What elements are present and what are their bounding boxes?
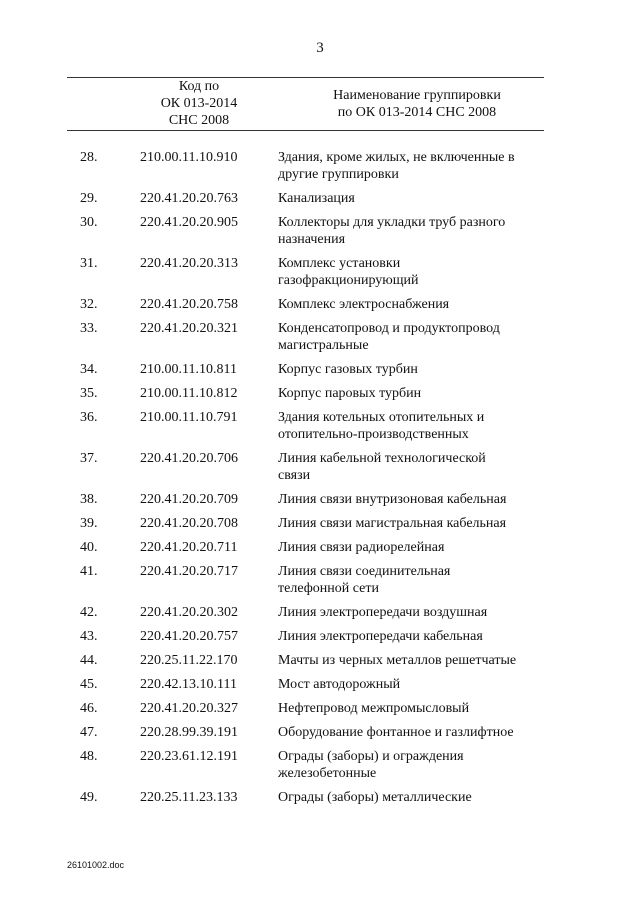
row-name-line: Линия связи внутризоновая кабельная: [278, 492, 507, 507]
row-number: 32.: [80, 297, 98, 312]
table-row: [0, 190, 640, 207]
page-number: 3: [316, 40, 324, 56]
table-row: [0, 563, 640, 597]
document-filename: 26101002.doc: [67, 860, 125, 870]
row-code: 220.41.20.20.905: [140, 215, 238, 230]
code-header-line: Код по: [178, 79, 220, 94]
row-code: 210.00.11.10.811: [140, 362, 237, 377]
row-number: 29.: [80, 191, 98, 206]
row-code: 220.25.11.22.170: [140, 653, 238, 668]
row-number: 46.: [80, 701, 98, 716]
row-code: 220.41.20.20.763: [140, 191, 238, 206]
row-number: 36.: [80, 410, 98, 425]
table-row: [0, 789, 640, 806]
row-code: 220.41.20.20.709: [140, 492, 238, 507]
row-code: 220.41.20.20.708: [140, 516, 238, 531]
row-number: 33.: [80, 321, 98, 336]
row-name-line: Комплекс установки: [278, 256, 401, 271]
row-number: 37.: [80, 451, 98, 466]
row-number: 31.: [80, 256, 98, 271]
table-row: [0, 515, 640, 532]
row-number: 41.: [80, 564, 98, 579]
table-header: [67, 78, 544, 130]
row-code: 220.41.20.20.321: [140, 321, 238, 336]
row-name-line: Линия электропередачи кабельная: [278, 629, 483, 644]
table-row: [0, 149, 640, 183]
row-number: 42.: [80, 605, 98, 620]
row-name: [278, 676, 558, 693]
row-name: [278, 724, 558, 741]
row-code: 220.41.20.20.706: [140, 451, 238, 466]
table-row: [0, 748, 640, 782]
row-name: [278, 361, 558, 378]
row-name-line: Линия связи соединительная: [278, 564, 451, 579]
row-name: [278, 296, 558, 313]
row-name-line: назначения: [278, 232, 346, 247]
table-row: [0, 539, 640, 556]
table-row: [0, 214, 640, 248]
row-name-line: отопительно-производственных: [278, 427, 469, 442]
table-row: [0, 604, 640, 621]
row-number: 34.: [80, 362, 98, 377]
row-name-line: Ограды (заборы) и ограждения: [278, 749, 464, 764]
row-name: [278, 700, 558, 717]
row-name-line: Нефтепровод межпромысловый: [278, 701, 470, 716]
row-name-line: магистральные: [278, 338, 369, 353]
table-body: [0, 149, 640, 813]
row-number: 38.: [80, 492, 98, 507]
row-name-line: Корпус газовых турбин: [278, 362, 418, 377]
table-row: [0, 700, 640, 717]
table-row: [0, 491, 640, 508]
row-name-line: Линия кабельной технологической: [278, 451, 486, 466]
row-name-line: Здания котельных отопительных и: [278, 410, 485, 425]
table-row: [0, 255, 640, 289]
row-name-line: связи: [278, 468, 311, 483]
row-name-line: телефонной сети: [278, 581, 379, 596]
row-name-line: Ограды (заборы) металлические: [278, 790, 472, 805]
code-header-line: СНС 2008: [168, 113, 230, 128]
row-name: [278, 628, 558, 645]
row-name: [278, 149, 558, 183]
row-name: [278, 652, 558, 669]
row-number: 40.: [80, 540, 98, 555]
row-code: 220.28.99.39.191: [140, 725, 238, 740]
row-name-line: Конденсатопровод и продуктопровод: [278, 321, 500, 336]
table-row: [0, 320, 640, 354]
row-number: 43.: [80, 629, 98, 644]
row-number: 39.: [80, 516, 98, 531]
table-row: [0, 409, 640, 443]
row-number: 48.: [80, 749, 98, 764]
row-code: 220.41.20.20.302: [140, 605, 238, 620]
row-name-line: Линия связи радиорелейная: [278, 540, 445, 555]
code-header-line: ОК 013-2014: [160, 96, 238, 111]
table-row: [0, 628, 640, 645]
row-name: [278, 190, 558, 207]
table-row: [0, 450, 640, 484]
table-row: [0, 652, 640, 669]
row-code: 220.41.20.20.758: [140, 297, 238, 312]
row-name: [278, 539, 558, 556]
row-name: [278, 450, 558, 484]
row-code: 210.00.11.10.791: [140, 410, 238, 425]
row-name-line: Оборудование фонтанное и газлифтное: [278, 725, 514, 740]
row-code: 220.41.20.20.717: [140, 564, 238, 579]
table-row: [0, 724, 640, 741]
row-name: [278, 214, 558, 248]
table-row: [0, 296, 640, 313]
row-name-line: Комплекс электроснабжения: [278, 297, 450, 312]
row-number: 49.: [80, 790, 98, 805]
row-name-line: другие группировки: [278, 167, 399, 182]
table-row: [0, 676, 640, 693]
row-number: 28.: [80, 150, 98, 165]
row-name: [278, 409, 558, 443]
row-number: 47.: [80, 725, 98, 740]
row-name: [278, 515, 558, 532]
row-code: 220.41.20.20.327: [140, 701, 238, 716]
row-code: 210.00.11.10.910: [140, 150, 238, 165]
row-code: 220.42.13.10.111: [140, 677, 237, 692]
row-code: 220.25.11.23.133: [140, 790, 238, 805]
row-name: [278, 604, 558, 621]
row-code: 220.41.20.20.757: [140, 629, 238, 644]
row-name: [278, 255, 558, 289]
row-name-line: Мост автодорожный: [278, 677, 401, 692]
header-bottom-rule: [67, 130, 544, 131]
row-name-line: Линия электропередачи воздушная: [278, 605, 488, 620]
code-column-header: [129, 78, 269, 129]
row-name-line: Корпус паровых турбин: [278, 386, 422, 401]
row-name-line: железобетонные: [278, 766, 377, 781]
row-name-line: газофракционирующий: [278, 273, 419, 288]
row-code: 220.23.61.12.191: [140, 749, 238, 764]
row-number: 44.: [80, 653, 98, 668]
row-name: [278, 748, 558, 782]
row-name-line: Линия связи магистральная кабельная: [278, 516, 507, 531]
name-header-line: Наименование группировки: [333, 88, 501, 103]
row-code: 220.41.20.20.313: [140, 256, 238, 271]
row-number: 30.: [80, 215, 98, 230]
row-name: [278, 563, 558, 597]
row-name-line: Мачты из черных металлов решетчатые: [278, 653, 517, 668]
row-name-line: Коллекторы для укладки труб разного: [278, 215, 506, 230]
name-header-line: по ОК 013-2014 СНС 2008: [337, 105, 497, 120]
row-number: 35.: [80, 386, 98, 401]
row-code: 220.41.20.20.711: [140, 540, 238, 555]
row-code: 210.00.11.10.812: [140, 386, 238, 401]
table-row: [0, 385, 640, 402]
row-name: [278, 385, 558, 402]
row-name: [278, 320, 558, 354]
row-name: [278, 491, 558, 508]
row-name-line: Здания, кроме жилых, не включенные в: [278, 150, 515, 165]
table-row: [0, 361, 640, 378]
row-number: 45.: [80, 677, 98, 692]
name-column-header: [297, 87, 537, 121]
row-name: [278, 789, 558, 806]
row-name-line: Канализация: [278, 191, 355, 206]
